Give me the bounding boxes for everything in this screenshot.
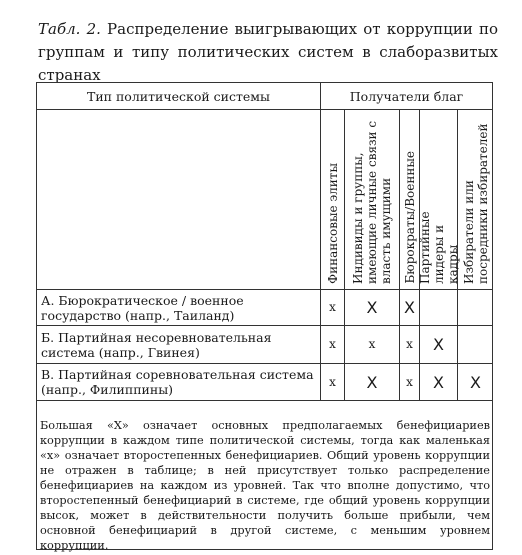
mark-a-voters: [458, 290, 493, 325]
column-header-voters: Избиратели или посредники избирателей: [461, 123, 490, 284]
row-label-bureaucratic-state: А. Бюрократическое / военное государство (напр., Таиланд): [41, 292, 244, 323]
caption-text: Распределение выигрывающих от коррупции по группам и типу политических систем в слаборазвитых странах: [38, 20, 498, 84]
footnote-text: Большая «X» означает основных предполагаемых бенефициариев коррупции в каждом типе политической системы, тогда как маленькая «x» означает второстепенных бенефициариев. Общий уровень коррупции не отражен в таблице; в ней присутствует только распределение бенефициариев на каждом из уровней. Так что вполне допустимо, что второстепенный бенефициарий в системе, где общий уровень коррупции высок, может в действительности получить больше прибыли, чем основной бенефициарий в другой системе, с меньшим уровнем коррупции.: [40, 419, 490, 552]
system-type-header: Тип политической системы: [87, 88, 270, 104]
row-label-noncompetitive-party: Б. Партийная несоревновательная система (напр., Гвинея): [41, 329, 272, 360]
mark-a-bureaucrats: X: [404, 298, 415, 317]
mark-c-financial: x: [329, 374, 336, 389]
mark-a-connected: X: [366, 298, 378, 317]
mark-b-party: X: [433, 335, 444, 354]
column-header-connected-individuals: Индивиды и группы, имеющие личные связи с власть имущими: [351, 120, 393, 284]
column-header-party-leaders: Партийные лидеры и кадры: [417, 211, 460, 284]
mark-b-connected: x: [368, 337, 376, 351]
mark-a-financial: x: [329, 300, 336, 314]
mark-b-voters: [458, 326, 493, 363]
table-caption: [38, 18, 498, 87]
caption-label: Табл. 2.: [38, 20, 101, 38]
row-label-competitive-party: В. Партийная соревновательная система (напр., Филиппины): [41, 367, 314, 397]
mark-c-connected: X: [366, 372, 378, 392]
column-header-bureaucrats: Бюрократы/Военные: [402, 151, 417, 284]
mark-c-bureaucrats: x: [406, 374, 413, 389]
mark-b-financial: x: [329, 337, 336, 351]
mark-a-party: [420, 290, 457, 325]
rule-row-c: [37, 400, 492, 401]
mark-c-voters: X: [470, 372, 481, 392]
mark-c-party: X: [433, 372, 444, 392]
column-header-financial-elites: Финансовые элиты: [325, 163, 340, 284]
recipients-header: Получатели благ: [349, 88, 464, 104]
mark-b-bureaucrats: x: [406, 337, 413, 351]
